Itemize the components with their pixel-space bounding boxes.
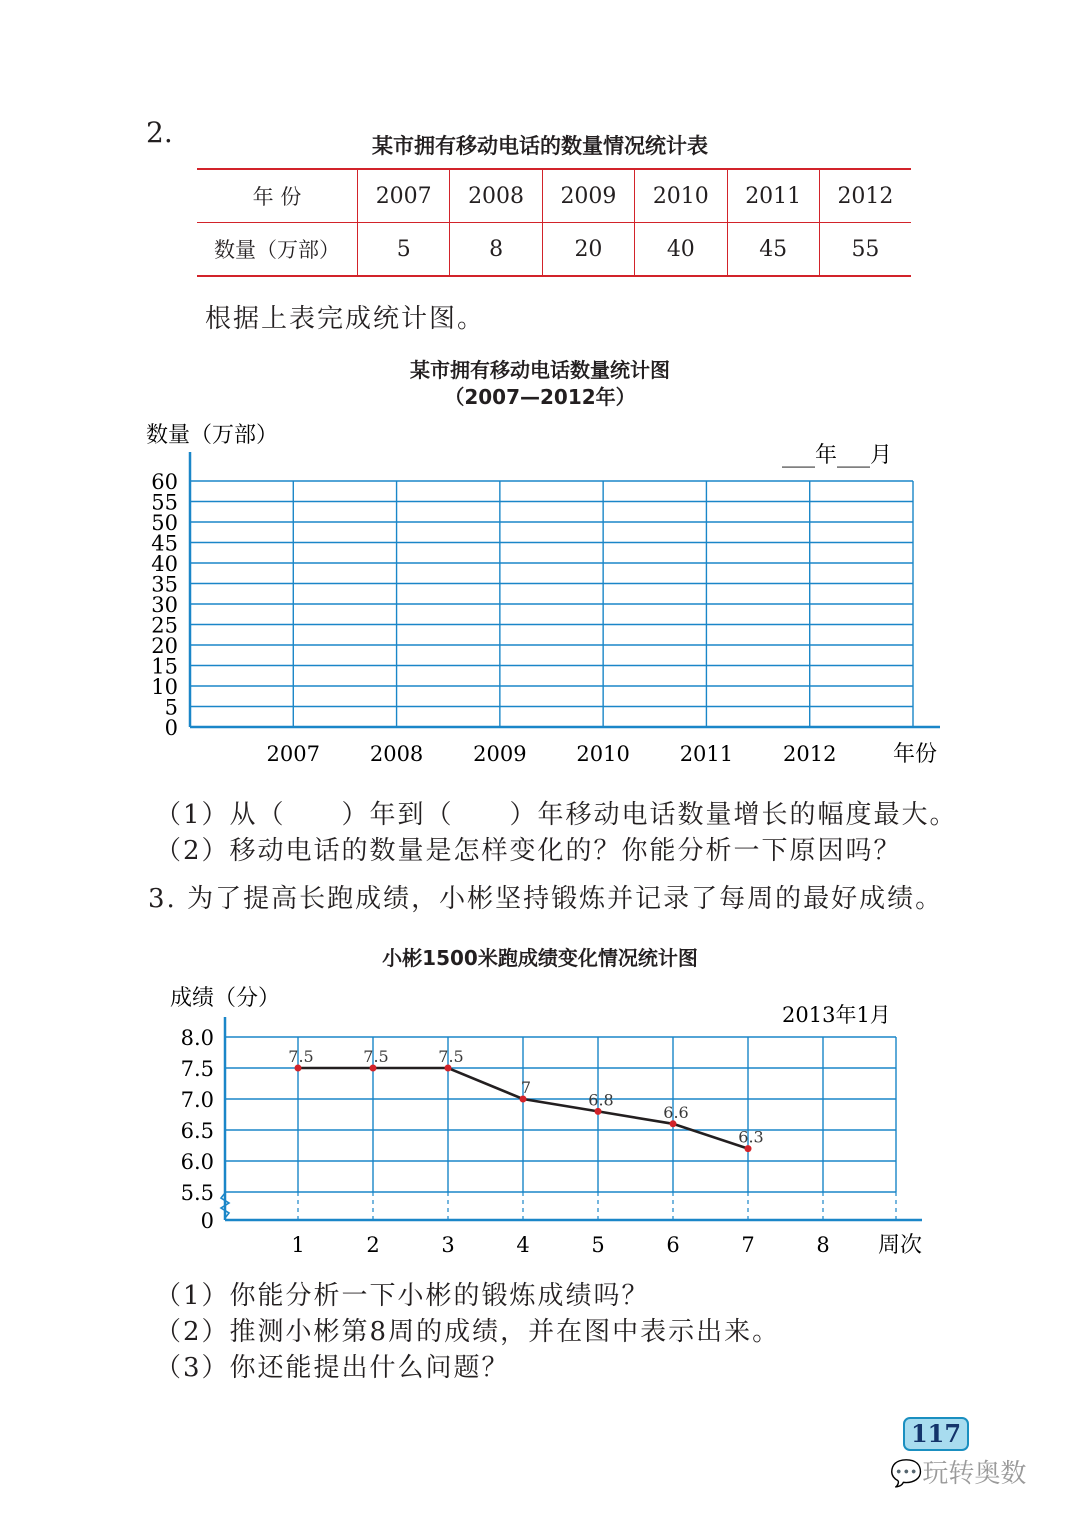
y-tick-label: 8.0 [180,1026,214,1050]
wechat-icon: 💬 [890,1459,923,1489]
y-tick-label: 60 [151,470,178,494]
year-cell: 2009 [542,169,634,223]
q2-question-1: （1）从（ ）年到（ ）年移动电话数量增长的幅度最大。 [155,800,958,830]
chart2-title: 小彬1500米跑成绩变化情况统计图 [382,946,698,970]
chart1-title: 某市拥有移动电话数量统计图 [410,358,670,382]
question-number: 2. [146,116,173,149]
y-tick-label: 5.5 [180,1181,214,1205]
y-tick-label: 50 [151,511,178,535]
y-tick-label: 45 [151,531,178,556]
chart2-x-label: 周次 [878,1233,923,1258]
y-tick-label: 0 [200,1209,214,1233]
q3-question-3: （3）你还能提出什么问题？ [155,1353,510,1383]
chart1 [0,410,1080,770]
x-tick-label: 3 [441,1233,455,1257]
data-label: 7.5 [438,1047,464,1066]
y-tick-label: 30 [151,593,178,617]
y-tick-label: 10 [151,675,178,699]
row-header-year: 年 份 [197,169,358,223]
count-cell: 55 [819,223,911,277]
data-label: 6.6 [663,1102,689,1122]
watermark-text: 玩转奥数 [922,1459,1027,1489]
q3-question-2: （2）推测小彬第8周的成绩，并在图中表示出来。 [155,1317,781,1347]
year-cell: 2012 [819,169,911,223]
y-tick-label: 0 [164,716,178,740]
count-cell: 8 [450,223,542,277]
x-tick-label: 6 [666,1233,680,1257]
row-header-count: 数量（万部） [197,223,358,277]
x-tick-label: 2011 [679,742,734,766]
y-tick-label: 6.0 [180,1150,214,1174]
table-title: 某市拥有移动电话的数量情况统计表 [372,134,708,158]
y-tick-label: 40 [151,552,178,576]
x-tick-label: 2 [366,1233,380,1257]
x-tick-label: 1 [291,1233,305,1257]
y-tick-label: 7.5 [180,1057,214,1081]
x-tick-label: 4 [516,1233,530,1257]
chart2 [0,975,1080,1265]
table-row-counts [197,223,911,277]
x-tick-label: 2009 [473,742,527,766]
count-cell: 40 [635,223,727,277]
count-cell: 5 [358,223,450,277]
q3-prompt: 3. 为了提高长跑成绩，小彬坚持锻炼并记录了每周的最好成绩。 [148,884,944,914]
y-tick-label: 20 [151,634,178,658]
x-tick-label: 8 [816,1233,830,1257]
x-tick-label: 7 [741,1233,755,1257]
chart2-y-label: 成绩（分） [170,986,281,1011]
q2-question-2: （2）移动电话的数量是怎样变化的？你能分析一下原因吗？ [155,836,902,866]
year-cell: 2007 [358,169,450,223]
chart1-y-label: 数量（万部） [146,423,279,448]
phone-count-table [197,168,911,277]
chart1-subtitle: （2007—2012年） [444,385,636,409]
x-tick-label: 2012 [782,742,837,766]
data-label: 7 [520,1078,532,1097]
year-cell: 2010 [635,169,727,223]
x-tick-label: 5 [591,1233,605,1257]
page-number: 117 [903,1417,969,1451]
data-label: 7.5 [363,1047,389,1066]
x-tick-label: 2010 [576,742,630,766]
y-tick-label: 15 [151,654,178,679]
y-tick-label: 55 [151,490,178,515]
chart1-x-label: 年份 [893,742,938,767]
x-tick-label: 2008 [369,742,424,766]
count-cell: 45 [727,223,819,277]
chart1-date-blank: ___年___月 [782,443,893,468]
data-label: 7.5 [288,1047,314,1066]
year-cell: 2008 [450,169,542,223]
count-cell: 20 [542,223,634,277]
data-label: 6.3 [738,1127,764,1147]
table-row-years [197,169,911,223]
q3-question-1: （1）你能分析一下小彬的锻炼成绩吗？ [155,1281,650,1311]
y-tick-label: 35 [151,572,178,597]
instruction-text: 根据上表完成统计图。 [205,304,486,334]
chart2-date: 2013年1月 [782,1003,891,1027]
y-tick-label: 7.0 [180,1088,214,1112]
watermark [890,1453,1026,1490]
year-cell: 2011 [727,169,819,223]
y-tick-label: 25 [151,613,178,638]
x-tick-label: 2007 [266,742,321,766]
y-tick-label: 6.5 [180,1119,214,1143]
data-label: 6.8 [588,1090,614,1110]
y-tick-label: 5 [164,695,178,720]
